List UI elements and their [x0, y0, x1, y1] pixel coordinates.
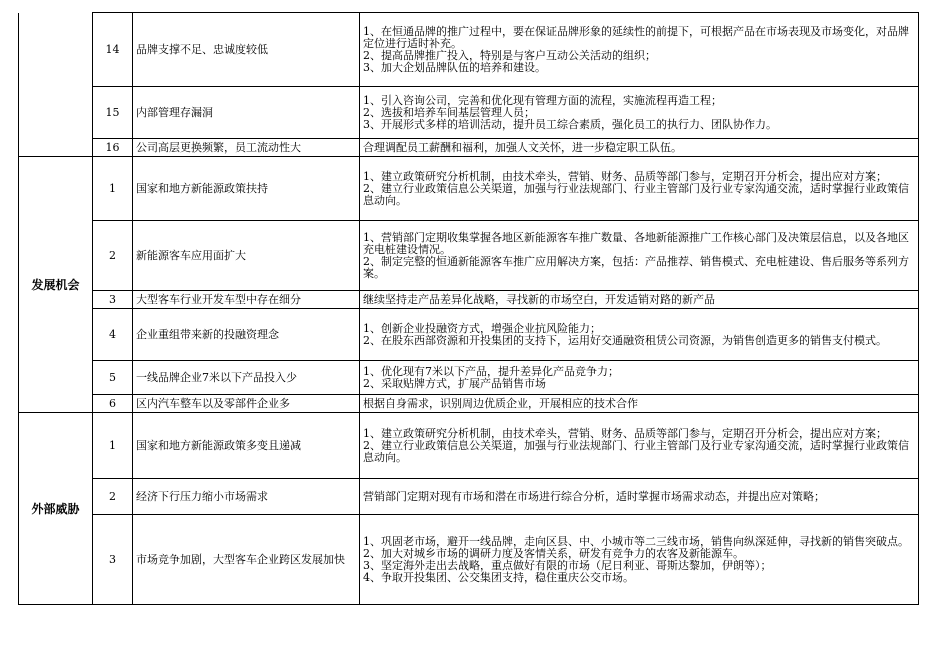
measure-line: 3、加大企划品牌队伍的培养和建设。: [363, 60, 546, 74]
measure-line: 2、建立行业政策信息公关渠道，加强与行业法规部门、行业主管部门及行业专家沟通交流，适时掌握行业政策信息动向。: [363, 181, 909, 207]
item-cell: 品牌支撑不足、忠诚度较低: [133, 13, 360, 87]
measure-line: 1、在恒通品牌的推广过程中，要在保证品牌形象的延续性的前提下，可根据产品在市场表现及市场变化，对品牌定位进行适时补充。: [363, 24, 909, 50]
measure-cell: [360, 413, 919, 479]
measure-cell: [360, 361, 919, 395]
measure-line: 2、选拔和培养车间基层管理人员；: [363, 105, 535, 119]
row-number: 5: [93, 361, 133, 395]
measure-line: 合理调配员工薪酬和福利，加强人文关怀，进一步稳定职工队伍。: [363, 140, 682, 154]
item-cell: 市场竞争加剧，大型客车企业跨区发展加快: [133, 515, 360, 605]
row-number: 3: [93, 515, 133, 605]
measure-line: 2、制定完整的恒通新能源客车推广应用解决方案，包括：产品推荐、销售模式、充电桩建设、售后服务等系列方案。: [363, 254, 909, 280]
measure-line: 3、坚定海外走出去战略，重点做好有限的市场（尼日利亚、哥斯达黎加，伊朗等）；: [363, 558, 772, 572]
measure-cell: [360, 291, 919, 309]
table-row: [19, 87, 919, 139]
row-number: 6: [93, 395, 133, 413]
row-number: 2: [93, 479, 133, 515]
item-cell: 公司高层更换频繁，员工流动性大: [133, 139, 360, 157]
row-number: 4: [93, 309, 133, 361]
measure-line: 1、巩固老市场，避开一线品牌，走向区县、中、小城市等二三线市场，销售向纵深延伸，寻找新的销售突破点。: [363, 534, 909, 548]
measure-line: 1、建立政策研究分析机制，由技术牵头，营销、财务、品质等部门参与，定期召开分析会，提出应对方案；: [363, 426, 887, 440]
table-row: [19, 395, 919, 413]
measure-line: 继续坚持走产品差异化战略，寻找新的市场空白，开发适销对路的新产品: [363, 292, 715, 306]
item-cell: 企业重组带来新的投融资理念: [133, 309, 360, 361]
table-row: [19, 515, 919, 605]
item-cell: 区内汽车整车以及零部件企业多: [133, 395, 360, 413]
measure-line: 3、开展形式多样的培训活动，提升员工综合素质，强化员工的执行力、团队协作力。: [363, 117, 777, 131]
table-row: [19, 157, 919, 221]
measure-line: 4、争取开投集团、公交集团支持，稳住重庆公交市场。: [363, 570, 634, 584]
table-row: [19, 413, 919, 479]
measure-cell: [360, 13, 919, 87]
row-number: 1: [93, 413, 133, 479]
item-cell: 国家和地方新能源政策多变且递减: [133, 413, 360, 479]
item-cell: 一线品牌企业7米以下产品投入少: [133, 361, 360, 395]
measure-line: 1、优化现有7米以下产品，提升差异化产品竞争力；: [363, 364, 619, 378]
row-number: 2: [93, 221, 133, 291]
row-number: 16: [93, 139, 133, 157]
measure-line: 1、引入咨询公司，完善和优化现有管理方面的流程，实施流程再造工程；: [363, 93, 722, 107]
swot-measures-table: [18, 12, 919, 605]
table-row: [19, 13, 919, 87]
measure-line: 2、加大对城乡市场的调研力度及客情关系，研发有竞争力的农客及新能源车。: [363, 546, 744, 560]
category-label-opportunities: 发展机会: [19, 157, 93, 413]
measure-line: 根据自身需求，识别周边优质企业，开展相应的技术合作: [363, 396, 638, 410]
measure-line: 营销部门定期对现有市场和潜在市场进行综合分析，适时掌握市场需求动态，并提出应对策略；: [363, 489, 825, 503]
row-number: 14: [93, 13, 133, 87]
measure-cell: [360, 395, 919, 413]
table-row: [19, 291, 919, 309]
table-row: [19, 139, 919, 157]
measure-line: 2、提高品牌推广投入，特别是与客户互动公关活动的组织；: [363, 48, 656, 62]
item-cell: 新能源客车应用面扩大: [133, 221, 360, 291]
row-number: 1: [93, 157, 133, 221]
measure-cell: [360, 515, 919, 605]
measure-cell: [360, 309, 919, 361]
table-row: [19, 309, 919, 361]
table-row: [19, 479, 919, 515]
item-cell: 大型客车行业开发车型中存在细分: [133, 291, 360, 309]
item-cell: 内部管理存漏洞: [133, 87, 360, 139]
measure-line: 1、营销部门定期收集掌握各地区新能源客车推广数量、各地新能源推广工作核心部门及决策层信息，以及各地区充电桩建设情况。: [363, 230, 909, 256]
item-cell: 国家和地方新能源政策扶持: [133, 157, 360, 221]
measure-line: 1、创新企业投融资方式，增强企业抗风险能力；: [363, 321, 601, 335]
measure-line: 2、建立行业政策信息公关渠道，加强与行业法规部门、行业主管部门及行业专家沟通交流，适时掌握行业政策信息动向。: [363, 438, 909, 464]
measure-line: 1、建立政策研究分析机制，由技术牵头，营销、财务、品质等部门参与，定期召开分析会，提出应对方案；: [363, 169, 887, 183]
measure-cell: [360, 139, 919, 157]
item-cell: 经济下行压力缩小市场需求: [133, 479, 360, 515]
measure-cell: [360, 87, 919, 139]
row-number: 3: [93, 291, 133, 309]
measure-cell: [360, 479, 919, 515]
measure-line: 2、采取贴牌方式，扩展产品销售市场: [363, 376, 546, 390]
measure-cell: [360, 221, 919, 291]
category-cell-continued: [19, 13, 93, 157]
category-label-threats: 外部威胁: [19, 413, 93, 605]
row-number: 15: [93, 87, 133, 139]
measure-line: 2、在股东西部资源和开投集团的支持下，运用好交通融资租赁公司资源，为销售创造更多的销售支付模式。: [363, 333, 887, 347]
table-row: [19, 221, 919, 291]
measure-cell: [360, 157, 919, 221]
table-row: [19, 361, 919, 395]
